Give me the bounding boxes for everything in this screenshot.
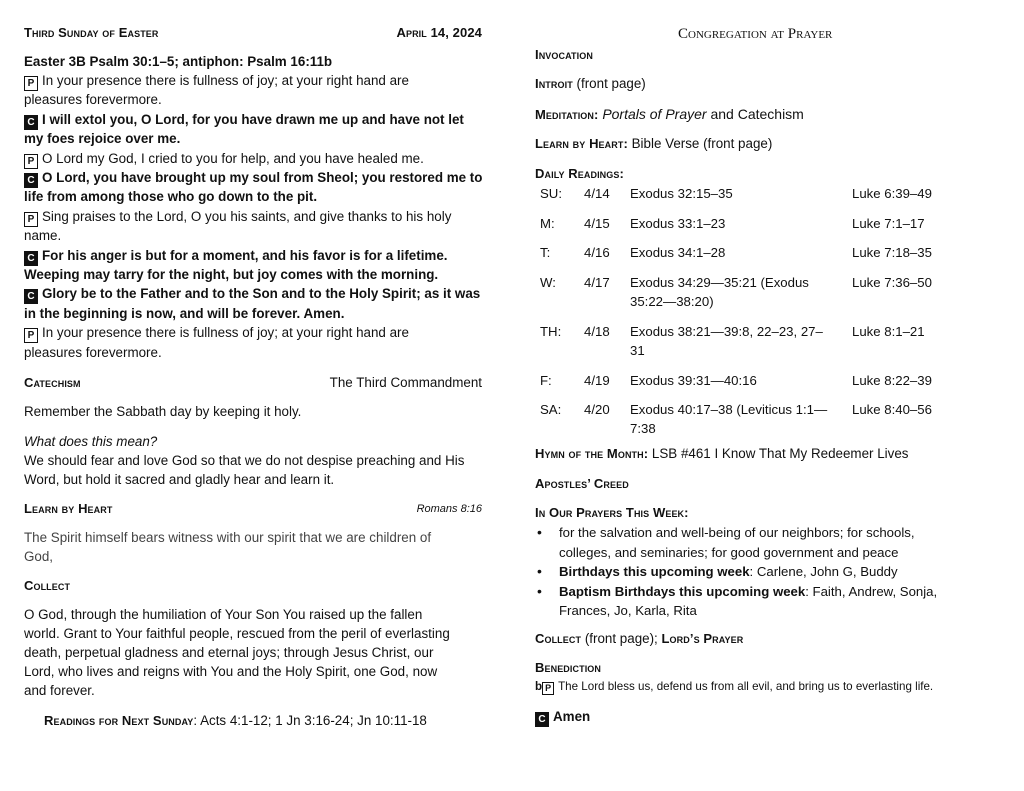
- psalm-verse-continuation: life from among those who go down to the pit.: [24, 189, 318, 205]
- collect-line: world. Grant to Your faithful people, rescued from the peril of everlasting: [24, 626, 450, 641]
- prayers-heading: In Our Prayers This Week:: [535, 505, 689, 520]
- reading-old-testament: [630, 214, 852, 244]
- prayer-text: : Carlene, John G, Buddy: [749, 564, 898, 579]
- reading-text: Exodus 40:17–38 (Leviticus 1:1—: [630, 402, 828, 417]
- daily-readings-table: [540, 184, 980, 449]
- benediction-line: [535, 680, 933, 695]
- reading-day: F:: [540, 372, 552, 388]
- psalm-verse-continuation: pleasures forevermore.: [24, 92, 162, 108]
- collect-line: O God, through the humiliation of Your Son You raised up the fallen: [24, 607, 423, 622]
- meditation-book: Portals of Prayer: [602, 106, 707, 122]
- prayer-text: Frances, Jo, Karla, Rita: [559, 603, 697, 618]
- prayer-text: : Faith, Andrew, Sonja,: [805, 583, 938, 599]
- reading-old-testament: [630, 322, 852, 371]
- psalm-verse-text: Sing praises to the Lord, O you his saints, and give thanks to his holy: [42, 208, 452, 224]
- introit-line: [535, 76, 646, 91]
- introit-text: (front page): [576, 76, 646, 91]
- pastor-marker-icon: P: [24, 154, 38, 169]
- reading-text: 7:38: [630, 421, 656, 436]
- learn-by-heart-reference: Romans 8:16: [416, 503, 482, 515]
- learn-by-heart-line: [535, 136, 772, 151]
- list-item: [559, 562, 999, 582]
- learn-by-heart-label: Learn by Heart:: [535, 136, 628, 151]
- reading-text: Exodus 34:29—35:21 (Exodus: [630, 274, 809, 290]
- psalm-verse-text: I will extol you, O Lord, for you have drawn me up and have not let: [42, 111, 464, 127]
- learn-by-heart-text-line1: The Spirit himself bears witness with our spirit that we are children of: [24, 530, 432, 545]
- reading-day: SU:: [540, 186, 562, 201]
- psalm-verse: [24, 149, 424, 169]
- psalm-verse-continuation: Weeping may tarry for the night, but joy comes with the morning.: [24, 267, 439, 282]
- reading-new-testament: Luke 6:39–49: [852, 186, 932, 201]
- reading-new-testament: Luke 7:36–50: [852, 274, 932, 290]
- reading-old-testament: [630, 273, 852, 322]
- prayer-bold: Baptism Birthdays this upcoming week: [559, 583, 806, 599]
- prayer-text: colleges, and seminaries; for good government and peace: [559, 544, 899, 560]
- reading-day: M:: [540, 215, 555, 231]
- reading-day: T:: [540, 245, 551, 260]
- pastor-marker-icon: P: [24, 76, 38, 91]
- collect-line: death, perpetual gladness and eternal joys; through Jesus Christ, our: [24, 645, 434, 660]
- collect-title: Collect: [24, 578, 71, 593]
- hymn-text: LSB #461 I Know That My Redeemer Lives: [651, 446, 909, 461]
- reading-date: 4/19: [584, 372, 610, 388]
- psalm-verse: [24, 71, 409, 91]
- reading-text: Exodus 33:1–23: [630, 215, 726, 231]
- pastor-marker-icon: P: [24, 212, 38, 227]
- psalm-verse-continuation: pleasures forevermore.: [24, 344, 162, 360]
- psalm-verse-continuation: name.: [24, 228, 62, 244]
- reading-day: SA:: [540, 402, 562, 417]
- table-row: [540, 243, 980, 273]
- list-item: [559, 523, 999, 562]
- catechism-answer-line2: Word, but hold it sacred and gladly hear and learn it.: [24, 472, 335, 487]
- reading-text: Exodus 32:15–35: [630, 186, 733, 201]
- psalm-verse-text: O Lord my God, I cried to you for help, and you have healed me.: [42, 150, 424, 166]
- reading-text: Exodus 38:21—39:8, 22–23, 27–: [630, 323, 823, 339]
- reading-date: 4/20: [584, 402, 610, 417]
- psalm-verse-text: In your presence there is fullness of joy; at your right hand are: [42, 73, 409, 88]
- reading-old-testament: [630, 243, 852, 273]
- catechism-subtitle: The Third Commandment: [329, 375, 482, 390]
- table-row: [540, 214, 980, 244]
- reading-old-testament: [630, 184, 852, 214]
- apostles-creed-heading: Apostles’ Creed: [535, 476, 629, 491]
- introit-label: Introit: [535, 76, 573, 91]
- table-row: [540, 322, 980, 371]
- header-title: Third Sunday of Easter: [24, 25, 159, 40]
- psalm-verse: [24, 284, 480, 304]
- congregation-marker-icon: C: [24, 289, 38, 304]
- reading-text: Exodus 34:1–28: [630, 245, 726, 260]
- reading-new-testament: Luke 7:18–35: [852, 245, 932, 260]
- hymn-label: Hymn of the Month:: [535, 446, 649, 461]
- reading-new-testament: Luke 8:40–56: [852, 402, 932, 417]
- psalm-verse-continuation: in the beginning is now, and will be forever. Amen.: [24, 305, 345, 321]
- collect-line: and forever.: [24, 683, 95, 698]
- table-row: [540, 371, 980, 401]
- lords-prayer-label: Lord’s Prayer: [661, 631, 744, 646]
- collect-text: (front page);: [584, 631, 658, 646]
- catechism-text: Remember the Sabbath day by keeping it holy.: [24, 404, 302, 419]
- reading-date: 4/17: [584, 274, 610, 290]
- psalm-heading: Easter 3B Psalm 30:1–5; antiphon: Psalm 16:11b: [24, 54, 333, 69]
- psalm-verse-continuation: my foes rejoice over me.: [24, 131, 181, 147]
- benediction-text: The Lord bless us, defend us from all evil, and bring us to everlasting life.: [558, 680, 934, 693]
- psalm-verse-text: In your presence there is fullness of joy; at your right hand are: [42, 325, 409, 341]
- congregation-marker-icon: C: [24, 173, 38, 188]
- collect-label: Collect: [535, 631, 582, 646]
- learn-by-heart-title: Learn by Heart: [24, 501, 113, 516]
- prayers-list: [535, 523, 999, 621]
- psalm-verse-text: For his anger is but for a moment, and his favor is for a lifetime.: [42, 247, 448, 263]
- next-sunday-text: Acts 4:1-12; 1 Jn 3:16-24; Jn 10:11-18: [200, 713, 427, 728]
- reading-new-testament: Luke 8:22–39: [852, 372, 932, 388]
- benediction-heading: Benediction: [535, 660, 601, 675]
- next-sunday-label: Readings for Next Sunday: [44, 713, 194, 728]
- reading-date: 4/16: [584, 245, 610, 260]
- learn-by-heart-value: Bible Verse (front page): [631, 136, 773, 151]
- reading-text: 35:22—38:20): [630, 293, 714, 309]
- psalm-verse: [24, 246, 448, 266]
- reading-new-testament: Luke 8:1–21: [852, 323, 925, 339]
- header-date: April 14, 2024: [396, 25, 482, 40]
- reading-date: 4/15: [584, 215, 610, 231]
- psalm-verse-text: Glory be to the Father and to the Son and to the Holy Spirit; as it was: [42, 286, 481, 302]
- table-row: [540, 400, 980, 449]
- invocation-heading: Invocation: [535, 47, 593, 62]
- benediction-prefix: b: [535, 680, 543, 693]
- psalm-verse: [24, 207, 451, 227]
- daily-readings-heading: Daily Readings:: [535, 166, 624, 181]
- reading-old-testament: [630, 371, 852, 401]
- meditation-rest: and Catechism: [710, 106, 804, 122]
- reading-new-testament: Luke 7:1–17: [852, 215, 925, 231]
- pastor-marker-icon: P: [24, 328, 38, 343]
- prayer-text: for the salvation and well-being of our neighbors; for schools,: [559, 525, 915, 540]
- learn-by-heart-text-line2: God,: [24, 549, 54, 564]
- collect-line: Lord, who lives and reigns with You and the Holy Spirit, one God, now: [24, 664, 438, 679]
- meditation-line: [535, 106, 804, 122]
- collect-line-right: [535, 631, 743, 646]
- psalm-verse: [24, 323, 409, 343]
- hymn-line: [535, 446, 908, 461]
- psalm-verse: [24, 110, 464, 130]
- next-sunday-readings: Readings for Next Sunday: Acts 4:1-12; 1 Jn 3:16-24; Jn 10:11-18: [44, 713, 427, 728]
- catechism-answer-line1: We should fear and love God so that we do not despise preaching and His: [24, 453, 465, 468]
- catechism-title: Catechism: [24, 375, 81, 390]
- reading-old-testament: [630, 400, 852, 449]
- congregation-marker-icon: C: [24, 251, 38, 266]
- table-row: [540, 273, 980, 322]
- amen-line: [535, 709, 590, 727]
- psalm-verse-text: O Lord, you have brought up my soul from Sheol; you restored me to: [42, 170, 483, 185]
- reading-day: W:: [540, 274, 556, 290]
- reading-day: TH:: [540, 323, 562, 339]
- pastor-marker-icon: P: [542, 682, 554, 695]
- table-row: [540, 184, 980, 214]
- section-title: Congregation at Prayer: [678, 26, 833, 42]
- catechism-question: What does this mean?: [24, 434, 158, 449]
- congregation-marker-icon: C: [535, 712, 549, 727]
- reading-date: 4/14: [584, 186, 610, 201]
- congregation-marker-icon: C: [24, 115, 38, 130]
- reading-text: 31: [630, 342, 645, 358]
- reading-text: Exodus 39:31—40:16: [630, 372, 757, 388]
- prayer-bold: Birthdays this upcoming week: [559, 564, 750, 579]
- meditation-label: Meditation:: [535, 107, 599, 122]
- list-item: [559, 582, 999, 621]
- reading-date: 4/18: [584, 323, 610, 339]
- amen-text: Amen: [553, 709, 591, 724]
- psalm-verse: [24, 168, 482, 188]
